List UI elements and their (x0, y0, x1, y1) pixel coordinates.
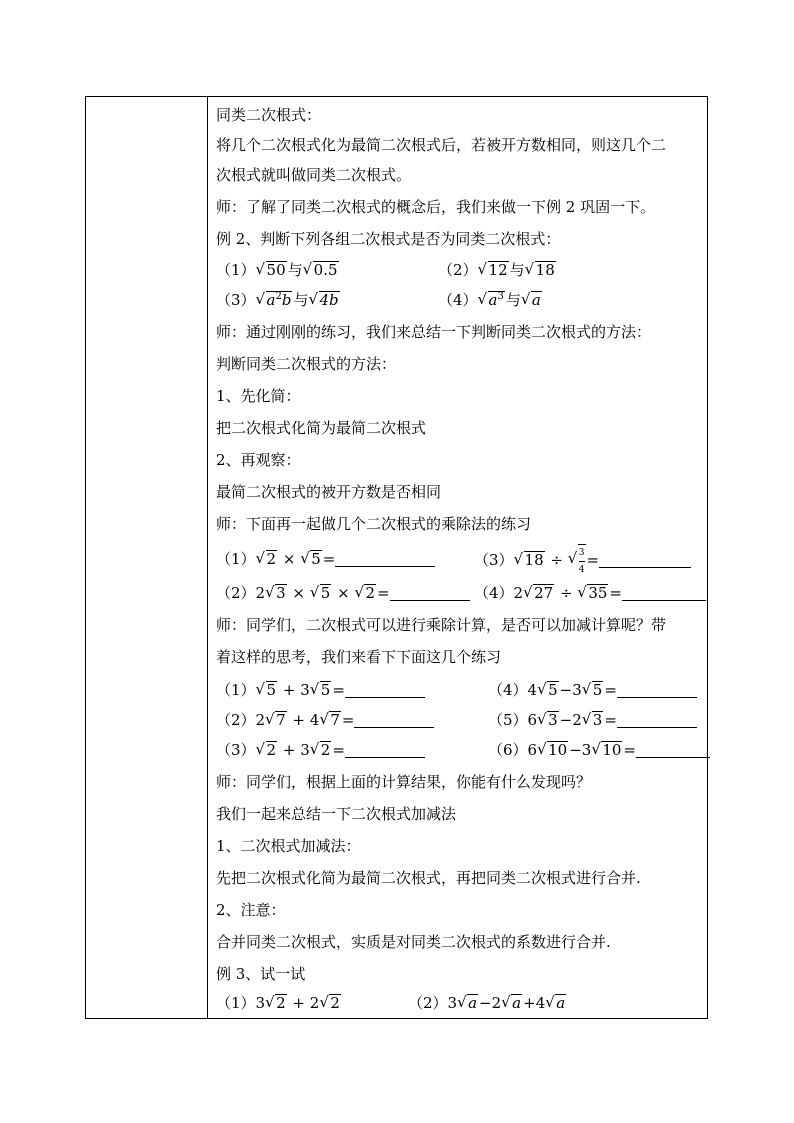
step-1-text: 把二次根式化简为最简二次根式 (216, 419, 427, 437)
teacher-line-2: 师：通过刚刚的练习，我们来总结一下判断同类二次根式的方法： (216, 323, 652, 341)
muldiv-item-2: （2）2√ 3 × √ 5 × √ 2 = (216, 578, 470, 608)
step-2-title: 2、再观察： (216, 451, 301, 469)
example-2-row-2 (216, 285, 701, 315)
muldiv-item-4: （4）2√ 27 ÷ √ 35 = (474, 578, 706, 608)
addsub-item-4: （4）4√ 5 −3√ 5 = (488, 675, 697, 705)
ex2-item-1: （1）√ 50 与√ 0.5 (216, 255, 340, 285)
answer-blank[interactable] (390, 584, 470, 601)
step-2-text: 最简二次根式的被开方数是否相同 (216, 483, 442, 501)
answer-blank[interactable] (335, 550, 435, 567)
definition-line-2: 次根式就叫做同类二次根式。 (216, 166, 412, 184)
rule-2-text: 合并同类二次根式，实质是对同类二次根式的系数进行合并. (216, 933, 611, 951)
method-title: 判断同类二次根式的方法： (216, 355, 397, 373)
definition-line-1: 将几个二次根式化为最简二次根式后，若被开方数相同，则这几个二 (216, 136, 667, 154)
ex2-item-4: （4）√ $a^3$ 与√ a (438, 285, 543, 315)
muldiv-row-1 (216, 544, 701, 574)
addsub-row-3 (216, 735, 701, 765)
addsub-row-1 (216, 675, 701, 705)
lesson-content (216, 97, 701, 1018)
answer-blank[interactable] (599, 551, 691, 568)
heading-similar-radicals: 同类二次根式： (216, 106, 322, 124)
summary-title: 我们一起来总结一下二次根式加减法 (216, 805, 457, 823)
answer-blank[interactable] (345, 681, 425, 698)
answer-blank[interactable] (345, 741, 425, 758)
addsub-item-5: （5）6√ 3 −2√ 3 = (488, 705, 697, 735)
step-1-title: 1、先化简： (216, 387, 301, 405)
muldiv-row-2 (216, 578, 701, 608)
addsub-item-1: （1）√ 5 + 3√ 5 = (216, 675, 425, 705)
answer-blank[interactable] (354, 711, 434, 728)
muldiv-item-1: （1）√ 2 × √ 5 = (216, 544, 435, 574)
addsub-item-2: （2）2√ 7 + 4√ 7 = (216, 705, 434, 735)
rule-1-text: 先把二次根式化简为最简二次根式，再把同类二次根式进行合并. (216, 869, 641, 887)
ex2-item-2: （2）√ 12 与√ 18 (438, 255, 557, 285)
teacher-line-4: 师：同学们，二次根式可以进行乘除计算，是否可以加减计算呢？带 (216, 616, 667, 634)
muldiv-item-3: （3）√ 18 ÷ √ $\frac{3}{4}$ = (474, 544, 691, 578)
teacher-line-6: 师：同学们，根据上面的计算结果，你能有什么发现吗？ (216, 773, 592, 791)
example-3-title: 例 3、试一试 (216, 965, 306, 983)
addsub-item-3: （3）√ 2 + 3√ 2 = (216, 735, 425, 765)
answer-blank[interactable] (617, 711, 697, 728)
addsub-row-2 (216, 705, 701, 735)
addsub-item-6: （6）6√ 10 −3√ 10 = (488, 735, 710, 765)
example-2-title: 例 2、判断下列各组二次根式是否为同类二次根式： (216, 230, 561, 248)
ex3-item-2: （2）3√ a −2√ a +4√ a (408, 988, 567, 1018)
rule-2-title: 2、注意： (216, 901, 286, 919)
teacher-line-3: 师：下面再一起做几个二次根式的乘除法的练习 (216, 515, 532, 533)
answer-blank[interactable] (622, 584, 706, 601)
answer-blank[interactable] (636, 741, 710, 758)
teacher-line-5: 着这样的思考，我们来看下下面这几个练习 (216, 648, 502, 666)
ex3-item-1: （1）3√ 2 + 2√ 2 (216, 988, 342, 1018)
column-divider (207, 97, 208, 1018)
example-3-row (216, 988, 701, 1018)
rule-1-title: 1、二次根式加减法： (216, 837, 361, 855)
lesson-table (85, 96, 708, 1019)
example-2-row-1 (216, 255, 701, 285)
answer-blank[interactable] (617, 681, 697, 698)
teacher-line-1: 师：了解了同类二次根式的概念后，我们来做一下例 2 巩固一下。 (216, 198, 656, 216)
ex2-item-3: （3）√ $a^2b$ 与√ 4b (216, 285, 341, 315)
